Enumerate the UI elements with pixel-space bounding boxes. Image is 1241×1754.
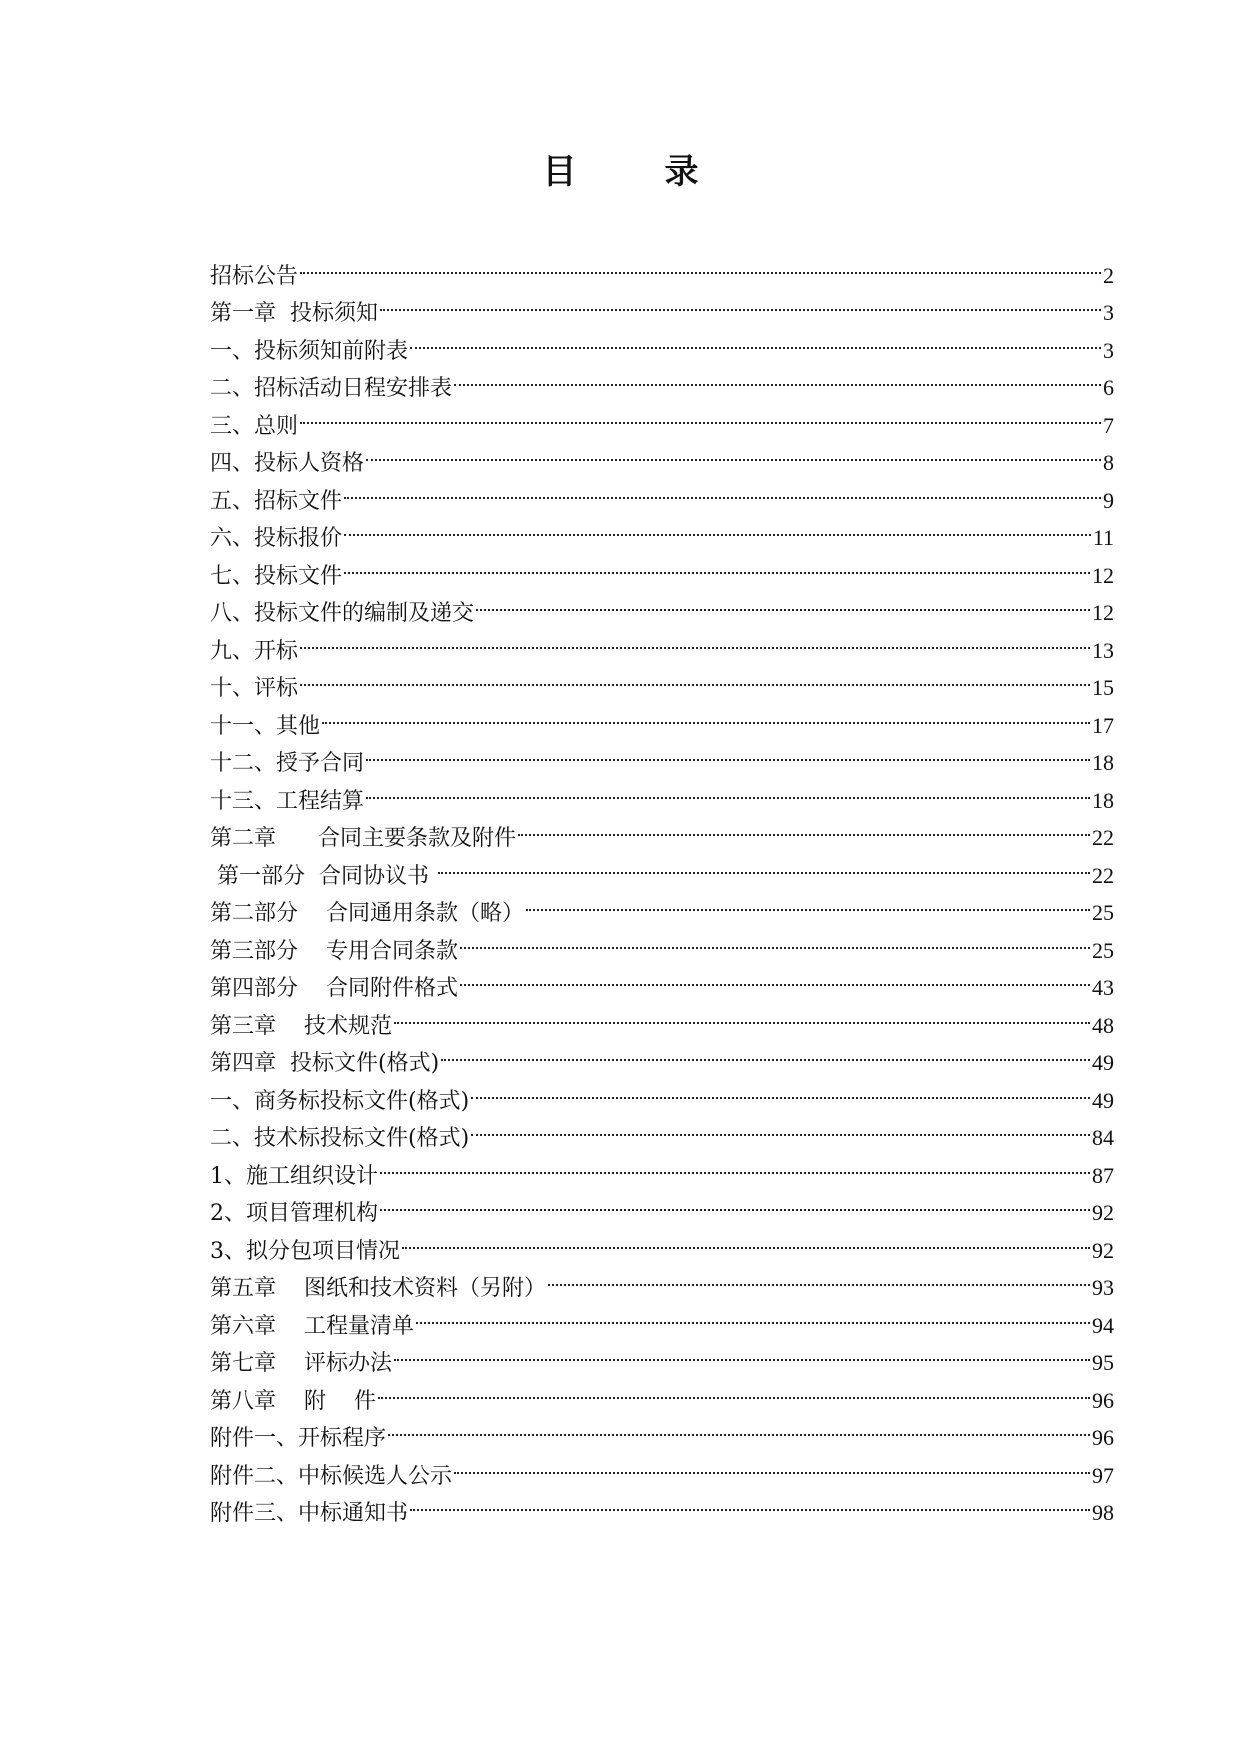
toc-entry[interactable] [210,395,1114,439]
toc-dot-leader [366,770,1090,808]
toc-title-char-1: 目 [542,152,577,192]
toc-dot-leader [344,545,1090,583]
toc-entry-label: 附件二、中标候选人公示 [210,1463,453,1489]
toc-entry-page-number: 43 [1092,975,1114,1000]
toc-entry-page-number: 95 [1092,1350,1114,1375]
toc-entry-label: 第六章 工程量清单 [210,1313,414,1339]
toc-entry-page-number: 87 [1092,1162,1114,1188]
toc-dot-leader [460,958,1090,996]
toc-entry-page-number: 3 [1103,300,1114,325]
toc-entry-page-number: 48 [1092,1012,1114,1038]
toc-entry-page-number: 12 [1092,600,1114,625]
toc-entry-page-number: 3 [1103,337,1114,363]
toc-entry-page-number: 94 [1092,1312,1114,1338]
toc-dot-leader [441,1033,1090,1071]
toc-entry-label: 一、投标须知前附表 [210,338,409,364]
toc-entry-label: 第一部分 合同协议书 [210,863,436,889]
toc-entry-page-number: 25 [1092,937,1114,963]
toc-entry-label: 第四部分 合同附件格式 [210,976,458,1001]
toc-entry-page-number: 13 [1092,637,1114,663]
toc-dot-leader [380,283,1101,321]
toc-entry-page-number: 49 [1092,1050,1114,1075]
toc-entry-page-number: 8 [1103,450,1114,475]
toc-dot-leader [471,1108,1090,1146]
toc-dot-leader [394,995,1090,1033]
toc-entry-label: 一、商务标投标文件(格式) [210,1088,470,1114]
toc-entry-label: 2、项目管理机构 [210,1201,378,1226]
toc-entry-label: 四、投标人资格 [210,451,365,476]
toc-entry-page-number: 93 [1092,1275,1114,1300]
toc-dot-leader [394,1333,1090,1371]
toc-dot-leader [548,1258,1090,1296]
toc-dot-leader [402,1220,1090,1258]
toc-entry-page-number: 22 [1092,862,1114,888]
toc-entry-page-number: 97 [1092,1462,1114,1488]
toc-entry-page-number: 17 [1092,712,1114,738]
toc-entry-label: 十一、其他 [210,713,321,739]
toc-entry-page-number: 98 [1092,1500,1114,1525]
toc-entry-label: 五、招标文件 [210,488,343,514]
toc-entry[interactable] [210,470,1114,514]
toc-entry-page-number: 18 [1092,787,1114,813]
toc-dot-leader [438,845,1090,883]
toc-entry-page-number: 92 [1092,1200,1114,1225]
toc-entry-label: 二、技术标投标文件(格式) [210,1126,470,1151]
toc-entry-label: 3、拟分包项目情况 [210,1238,400,1264]
toc-entry[interactable] [210,583,1114,626]
toc-dot-leader [322,695,1090,733]
toc-dot-leader [460,920,1090,958]
toc-entry-label: 第二部分 合同通用条款（略） [210,901,524,926]
toc-entry-label: 十三、工程结算 [210,788,365,814]
toc-dot-leader [410,1483,1090,1521]
toc-entry-page-number: 25 [1092,900,1114,925]
toc-entry-label: 十二、授予合同 [210,751,365,776]
toc-title [0,150,1241,194]
toc-dot-leader [300,395,1101,433]
toc-entry[interactable] [210,733,1114,776]
toc-entry[interactable] [210,695,1114,739]
toc-entry-page-number: 49 [1092,1087,1114,1113]
toc-entry-page-number: 9 [1103,487,1114,513]
toc-entry[interactable] [210,283,1114,326]
toc-dot-leader [454,1445,1090,1483]
toc-dot-leader [378,1370,1090,1408]
toc-entry-page-number: 22 [1092,825,1114,850]
toc-entry-label: 第三章 技术规范 [210,1013,392,1039]
toc-entry-page-number: 96 [1092,1387,1114,1413]
toc-entry-page-number: 96 [1092,1425,1114,1450]
toc-dot-leader [471,1070,1090,1108]
toc-entry-page-number: 15 [1092,675,1114,700]
toc-entry-label: 九、开标 [210,638,299,664]
toc-dot-leader [300,620,1090,658]
toc-dot-leader [366,433,1101,471]
toc-dot-leader [454,358,1101,396]
toc-entry-page-number: 11 [1092,525,1114,550]
toc-title-char-2: 录 [664,152,699,192]
toc-entry-page-number: 84 [1092,1125,1114,1150]
toc-entry-label: 第四章 投标文件(格式) [210,1051,440,1076]
toc-entry-label: 第五章 图纸和技术资料（另附） [210,1276,546,1301]
toc-dot-leader [380,1145,1090,1183]
toc-entry[interactable] [210,620,1114,664]
toc-entry-label: 第二章 合同主要条款及附件 [210,826,516,851]
toc-dot-leader [476,583,1090,621]
toc-entry-label: 六、投标报价 [210,526,343,551]
toc-dot-leader [300,658,1090,696]
toc-entry-label: 第三部分 专用合同条款 [210,938,458,964]
toc-entry-label: 三、总则 [210,413,299,439]
toc-dot-leader [518,808,1090,846]
toc-entry-label: 七、投标文件 [210,563,343,589]
toc-entry-page-number: 6 [1103,375,1114,400]
toc-entry-label: 八、投标文件的编制及递交 [210,601,475,626]
toc-entry-label: 第七章 评标办法 [210,1351,392,1376]
toc-entry-label: 第八章 附 件 [210,1388,376,1414]
toc-entry-page-number: 92 [1092,1237,1114,1263]
toc-dot-leader [300,245,1101,283]
toc-dot-leader [380,1183,1090,1221]
toc-dot-leader [410,320,1101,358]
toc-entry-label: 十、评标 [210,676,299,701]
toc-entry[interactable] [210,658,1114,701]
toc-dot-leader [366,733,1090,771]
toc-dot-leader [416,1295,1090,1333]
toc-dot-leader [388,1408,1090,1446]
toc-entry-label: 1、施工组织设计 [210,1163,378,1189]
toc-entry-label: 二、招标活动日程安排表 [210,376,453,401]
toc-entry-label: 附件三、中标通知书 [210,1501,409,1526]
toc-entry-page-number: 2 [1103,262,1114,288]
table-of-contents [210,245,1114,1526]
toc-entry-page-number: 7 [1103,412,1114,438]
toc-dot-leader [526,883,1090,921]
toc-entry[interactable] [210,508,1114,551]
toc-entry-label: 附件一、开标程序 [210,1426,387,1451]
toc-entry-page-number: 18 [1092,750,1114,775]
toc-dot-leader [344,508,1091,546]
toc-dot-leader [344,470,1101,508]
toc-entry-label: 招标公告 [210,263,299,289]
toc-entry[interactable] [210,245,1114,289]
toc-entry-page-number: 12 [1092,562,1114,588]
toc-entry[interactable] [210,433,1114,476]
toc-entry-label: 第一章 投标须知 [210,301,378,326]
toc-entry[interactable] [210,545,1114,589]
